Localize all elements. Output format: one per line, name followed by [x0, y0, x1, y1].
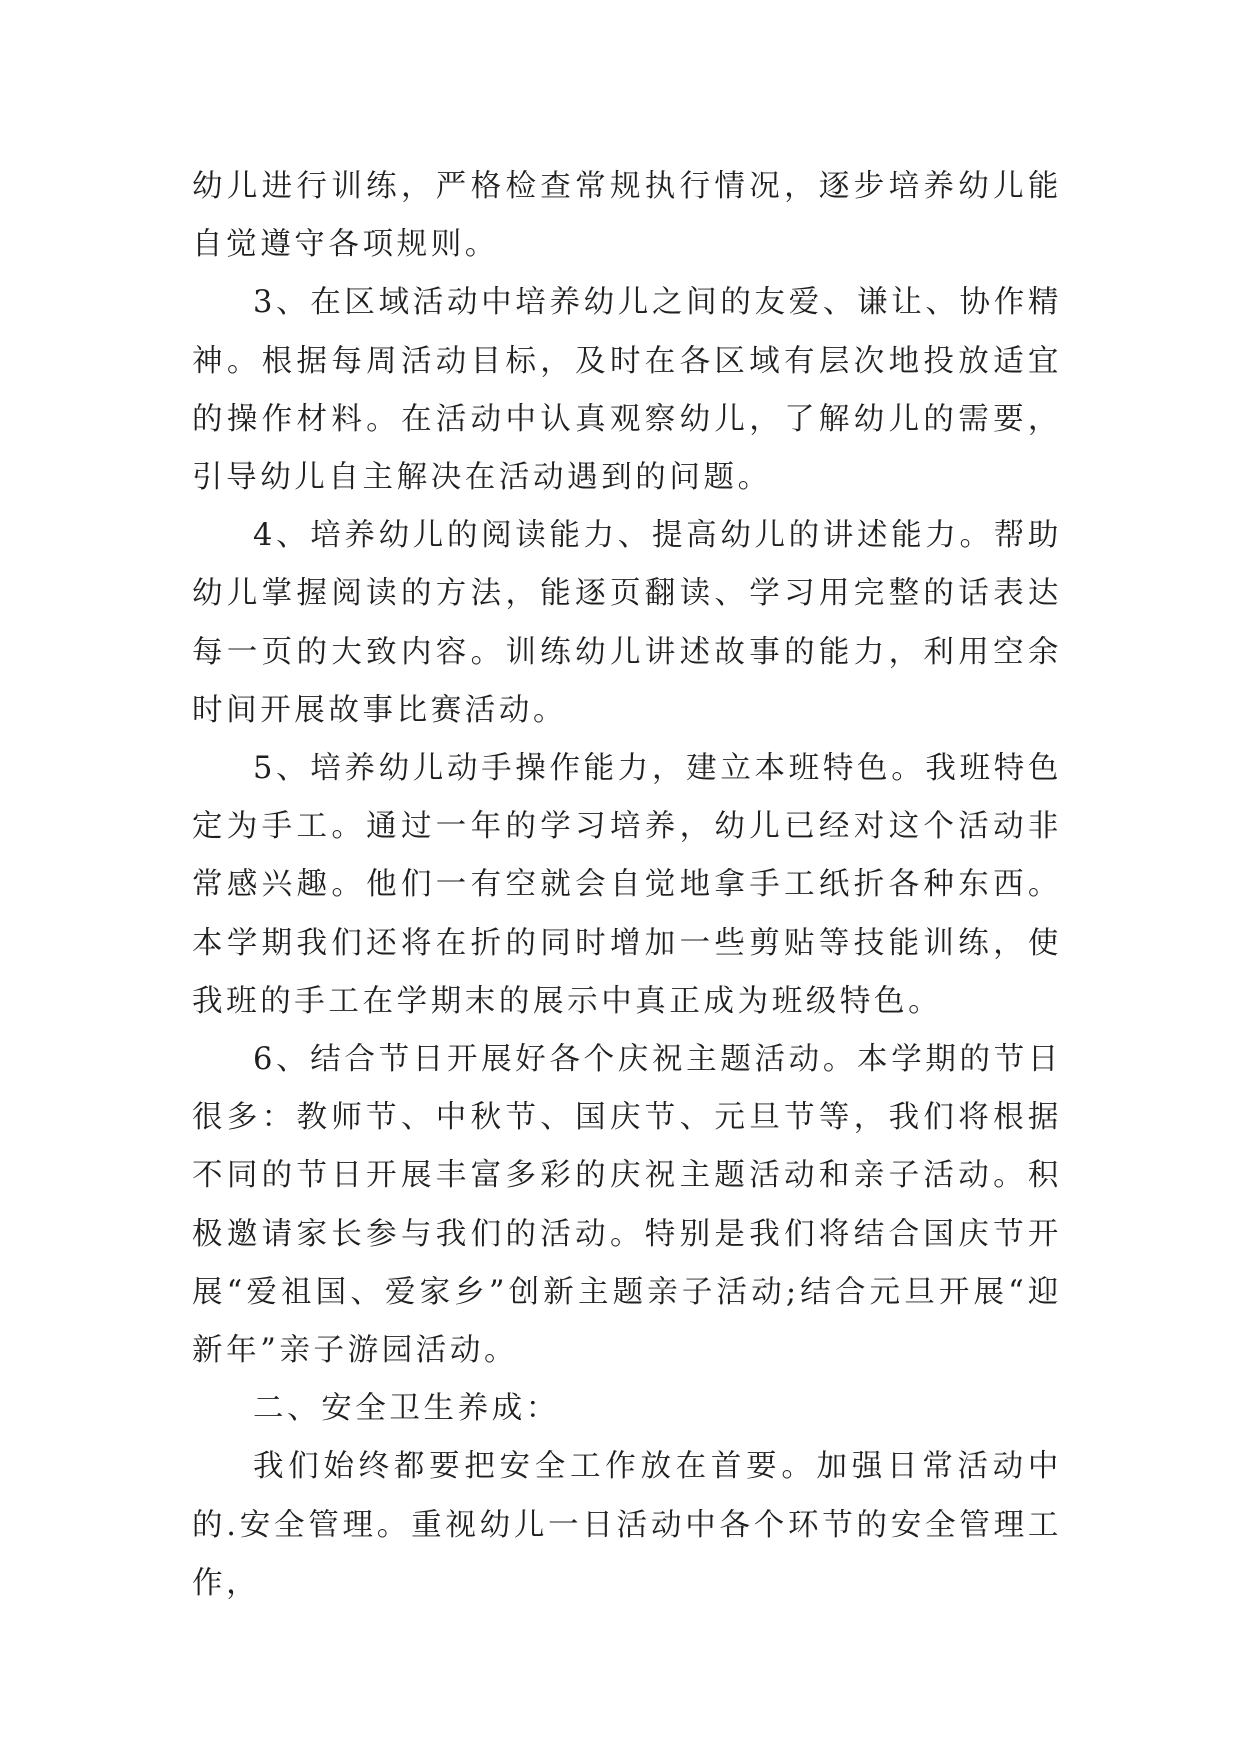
paragraph-item-3: 3、在区域活动中培养幼儿之间的友爱、谦让、协作精神。根据每周活动目标，及时在各区域有层次地投放适宜的操作材料。在活动中认真观察幼儿，了解幼儿的需要，引导幼儿自主解决在活动遇到的问题。: [192, 285, 1062, 496]
paragraph-safety: 我们始终都要把安全工作放在首要。加强日常活动中的.安全管理。重视幼儿一日活动中各个环节的安全管理工作，: [192, 1449, 1062, 1601]
paragraph-item-6: 6、结合节日开展好各个庆祝主题活动。本学期的节日很多：教师节、中秋节、国庆节、元旦节等，我们将根据不同的节日开展丰富多彩的庆祝主题活动和亲子活动。积极邀请家长参与我们的活动。特别是我们将结合国庆节开展“爱祖国、爱家乡”创新主题亲子活动;结合元旦开展“迎新年”亲子游园活动。: [192, 1042, 1062, 1369]
section-heading: 二、安全卫生养成：: [253, 1391, 560, 1427]
paragraph-item-5: 5、培养幼儿动手操作能力，建立本班特色。我班特色定为手工。通过一年的学习培养，幼儿已经对这个活动非常感兴趣。他们一有空就会自觉地拿手工纸折各种东西。本学期我们还将在折的同时增加一些剪贴等技能训练，使我班的手工在学期末的展示中真正成为班级特色。: [192, 751, 1062, 1019]
paragraph-item-4: 4、培养幼儿的阅读能力、提高幼儿的讲述能力。帮助幼儿掌握阅读的方法，能逐页翻读、学习用完整的话表达每一页的大致内容。训练幼儿讲述故事的能力，利用空余时间开展故事比赛活动。: [192, 518, 1062, 728]
document-body: [192, 158, 1062, 1613]
paragraph-continued: 幼儿进行训练，严格检查常规执行情况，逐步培养幼儿能自觉遵守各项规则。: [192, 169, 1062, 263]
